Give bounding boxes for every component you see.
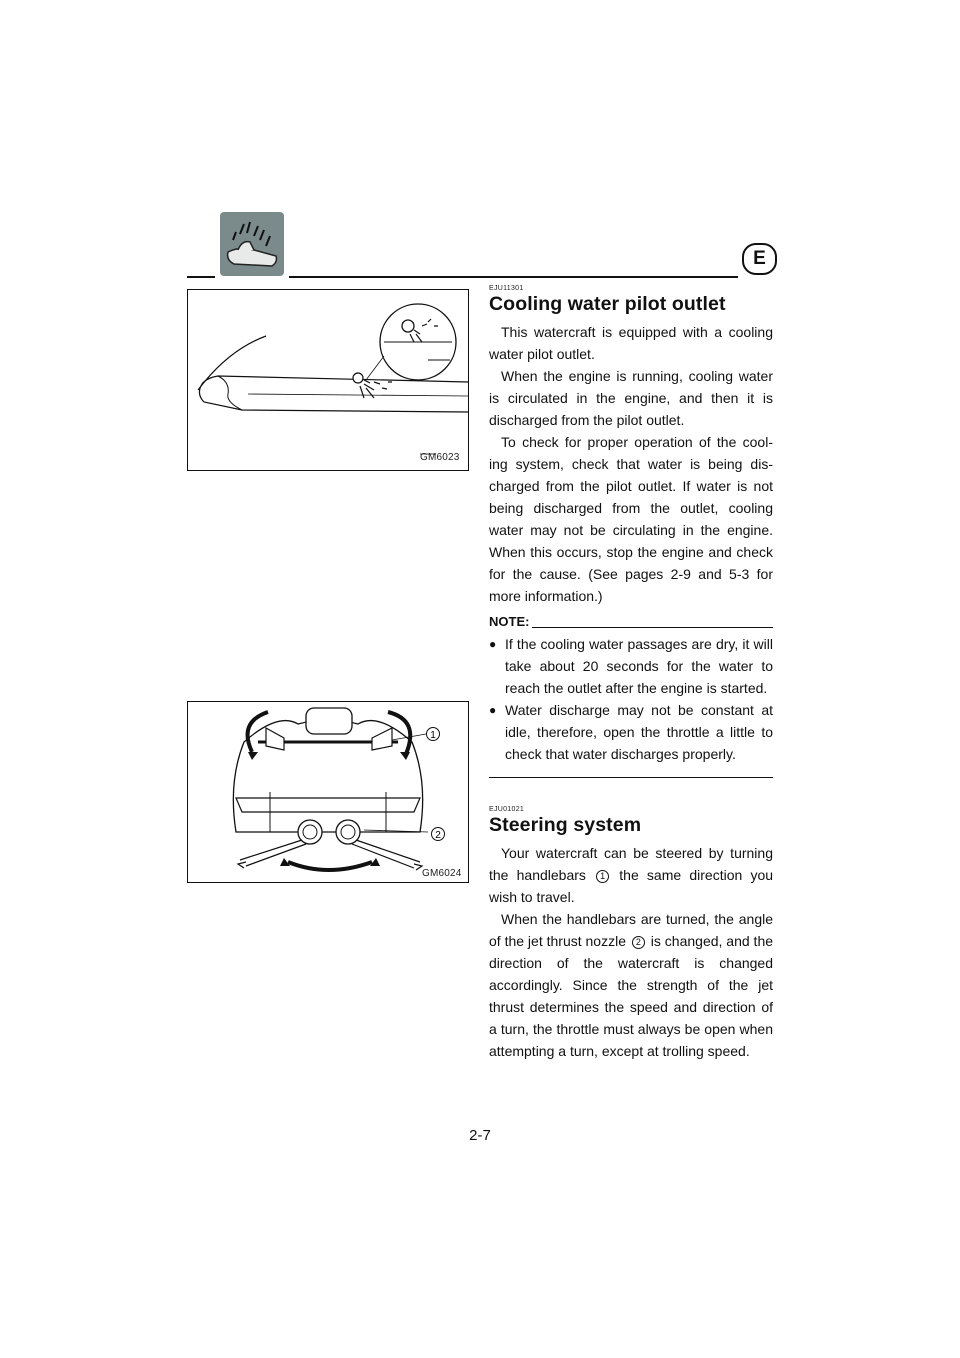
steering-illustration	[188, 702, 468, 882]
cooling-paragraph-2: When the engine is running, cooling water is circulated in the engine, and then it is discharged from the pilot outlet.	[489, 368, 773, 428]
callout-2: 2	[632, 936, 645, 949]
steering-p1-text-b: the same direction you wish to travel.	[489, 867, 774, 905]
callout-1: 1	[596, 870, 609, 883]
steering-p2-text-a: When the handlebars are turned, the angle of the jet thrust nozzle	[489, 911, 773, 949]
note-list	[489, 633, 773, 765]
cooling-paragraph-1: This watercraft is equipped with a cooling water pilot outlet.	[489, 324, 773, 362]
header-rule-right	[289, 276, 738, 278]
section-title-steering: Steering system	[489, 814, 642, 836]
note-end-rule	[489, 777, 773, 778]
section-title-cooling: Cooling water pilot outlet	[489, 293, 726, 315]
text-column	[489, 285, 773, 1062]
pilot-outlet-illustration	[188, 290, 468, 470]
watercraft-section-icon	[220, 212, 284, 276]
steering-p2-text-b: is changed, and the direction of the watercraft is changed accordingly. Since the strength of the jet thrust determines the speed and direction of a turn, the throttle must always be open when attempting a turn, except at trolling speed.	[489, 933, 774, 1059]
steering-paragraph-2	[489, 908, 773, 1062]
steering-p1-text-a: Your watercraft can be steered by turning the handlebars	[489, 845, 773, 883]
steering-paragraph-1	[489, 842, 773, 908]
figure-pilot-outlet	[187, 289, 469, 471]
figure-code-gm6023: GM6023	[420, 452, 460, 463]
note-item-2: ● Water discharge may not be constant at idle, therefore, open the throttle a little to check that water discharges properly.	[489, 699, 773, 765]
note-label: NOTE:	[489, 614, 530, 629]
language-badge: E	[742, 243, 777, 275]
section-code-steering: EJU01021	[489, 806, 525, 813]
steering-section	[489, 806, 773, 1062]
cooling-paragraph-3: To check for proper operation of the cool-ing system, check that water is being dis-charged from the pilot outlet. If water is not being discharged from the outlet, cooling water may not be circulating in the engine. When this occurs, stop the engine and check for the cause. (See pages 2-9 and 5-3 for more information.)	[489, 434, 773, 604]
page-number: 2-7	[469, 1127, 491, 1144]
figure-callout-1: 1	[430, 730, 436, 741]
section-code-cooling: EJU11301	[489, 285, 524, 292]
figure-code-gm6024: GM6024	[422, 868, 462, 879]
note-header	[489, 613, 773, 631]
figure-steering	[187, 701, 469, 883]
note-rule	[532, 627, 773, 628]
header-rule-left	[187, 276, 215, 278]
note-item-1: ● If the cooling water passages are dry, it will take about 20 seconds for the water to reach the outlet after the engine is started.	[489, 633, 773, 699]
figure-callout-2: 2	[435, 830, 441, 841]
